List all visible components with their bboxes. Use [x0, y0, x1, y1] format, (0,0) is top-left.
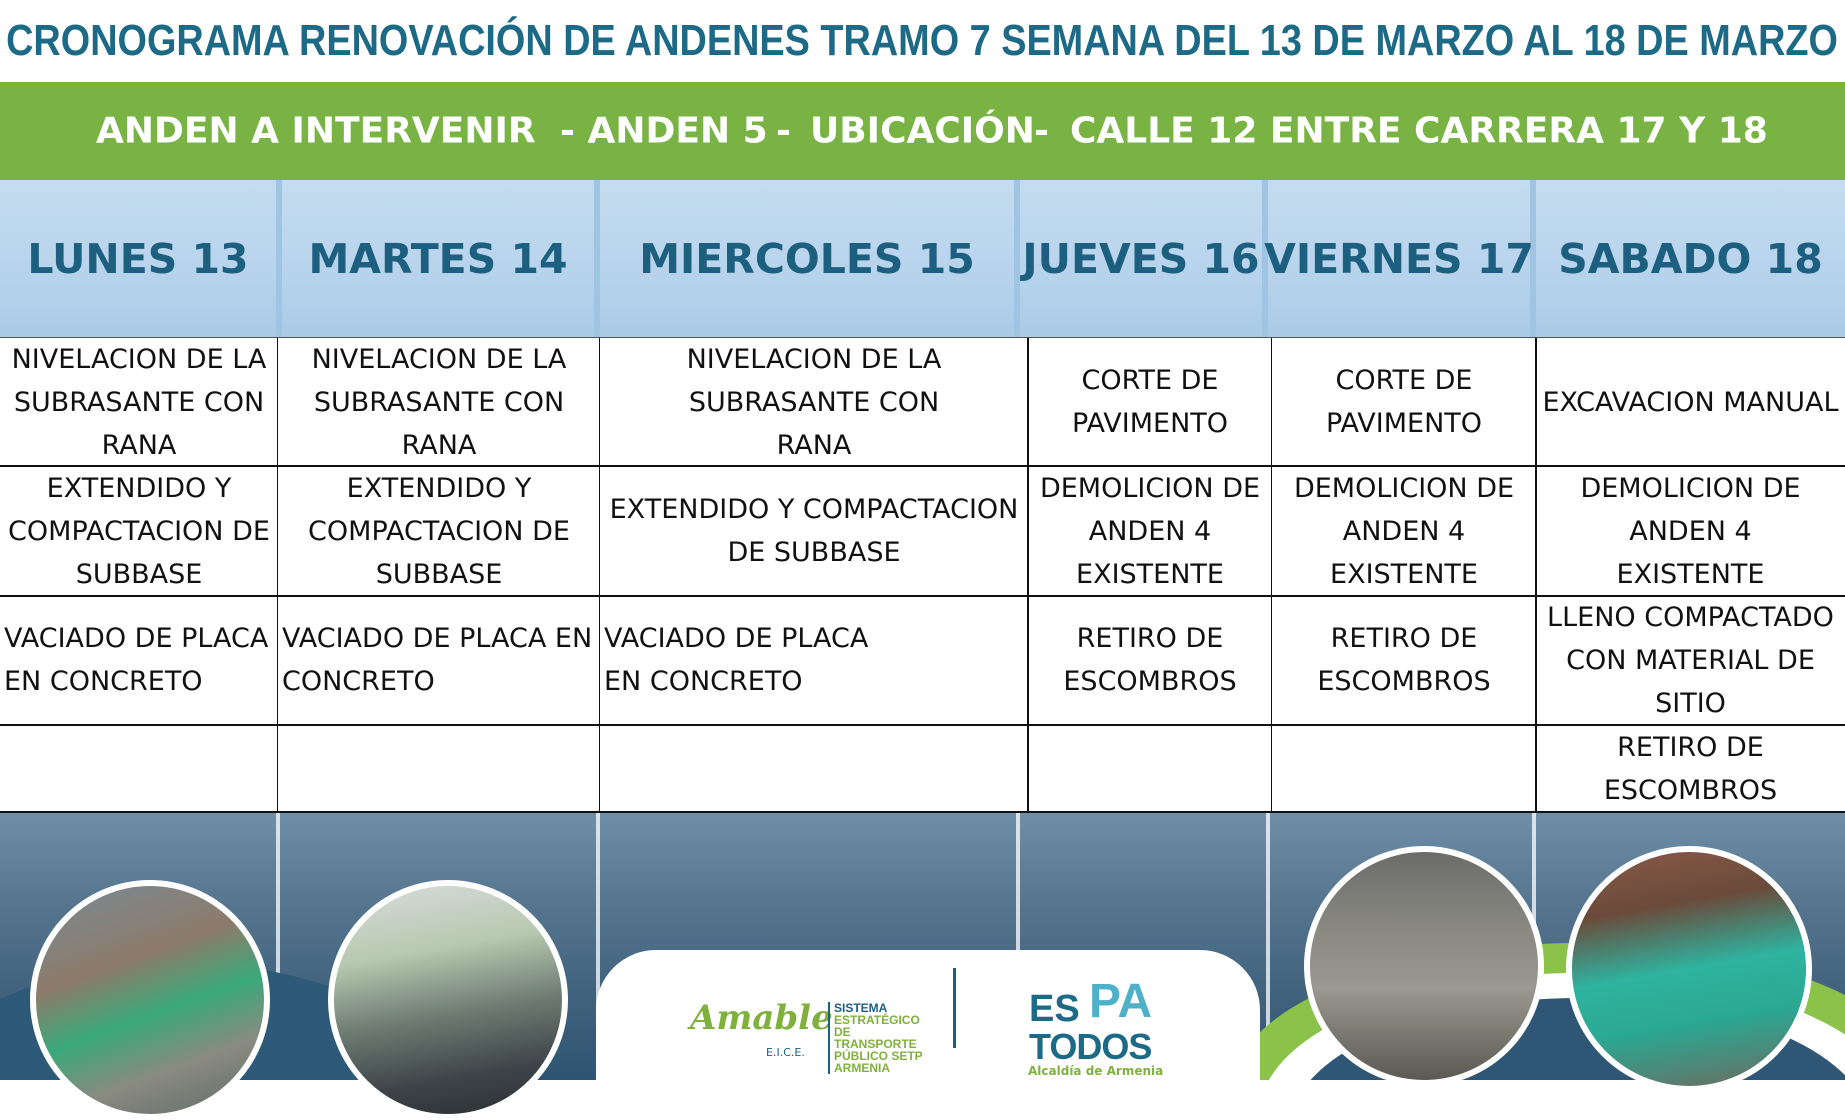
table-cell: [1028, 724, 1272, 813]
mas-amable-logo: [690, 990, 930, 1075]
band-location-label: UBICACIÓN: [810, 110, 1035, 152]
day-header-saturday: SABADO 18: [1536, 180, 1845, 338]
sistema-label: SISTEMA ESTRATÉGICO DE TRANSPORTE PÚBLICO SETP ARMENIA: [828, 1002, 930, 1074]
table-border: [277, 338, 278, 813]
table-cell: NIVELACION DE LA SUBRASANTE CON RANA: [11, 343, 267, 461]
table-cell: EXTENDIDO Y COMPACTACION DE SUBBASE: [308, 472, 570, 590]
table-cell: [1272, 724, 1536, 813]
table-cell: CORTE DE PAVIMENTO: [1325, 365, 1483, 439]
day-header-monday: LUNES 13: [0, 180, 276, 338]
table-cell: RETIRO DE ESCOMBROS: [1317, 623, 1491, 697]
day-header-wednesday: MIERCOLES 15: [600, 180, 1014, 338]
day-header-friday: VIERNES 17: [1268, 180, 1530, 338]
table-cell: NIVELACION DE LA SUBRASANTE CON RANA: [311, 343, 567, 461]
band-sep-1: -: [776, 110, 791, 152]
table-cell: RETIRO DE ESCOMBROS: [1063, 623, 1237, 697]
table-cell: VACIADO DE PLACA EN CONCRETO: [4, 623, 269, 697]
band-sep-2: -: [1034, 110, 1049, 152]
logo-es: ES: [1029, 988, 1080, 1030]
table-border: [599, 338, 600, 813]
logo-todos: TODOS: [1029, 1026, 1152, 1067]
table-cell: NIVELACION DE LA SUBRASANTE CON RANA: [686, 343, 942, 461]
day-header-thursday: JUEVES 16: [1020, 180, 1262, 338]
table-cell: EXCAVACION MANUAL: [1542, 386, 1839, 418]
table-cell: VACIADO DE PLACA EN CONCRETO: [282, 623, 593, 697]
table-cell: [0, 724, 278, 813]
day-header-row: [0, 180, 1845, 338]
table-cell: RETIRO DE ESCOMBROS: [1603, 731, 1778, 806]
table-cell: CORTE DE PAVIMENTO: [1071, 365, 1229, 439]
table-border: [1027, 338, 1029, 813]
table-cell: DEMOLICION DE ANDEN 4 EXISTENTE: [1039, 472, 1261, 590]
page-title: CRONOGRAMA RENOVACIÓN DE ANDENES TRAMO 7 SEMANA DEL 13 DE MARZO AL 18 DE MARZO: [0, 0, 1845, 82]
work-photo-1: [30, 880, 270, 1120]
table-cell: LLENO COMPACTADO CON MATERIAL DE SITIO: [1547, 601, 1834, 719]
table-cell: DEMOLICION DE ANDEN 4 EXISTENTE: [1580, 472, 1801, 590]
work-photo-3: [1304, 846, 1544, 1086]
band-label: ANDEN A INTERVENIR: [96, 110, 536, 152]
logo-divider: [953, 968, 956, 1048]
band-address: CALLE 12 ENTRE CARRERA 17 Y 18: [1070, 110, 1768, 152]
table-cell: EXTENDIDO Y COMPACTACION DE SUBBASE: [609, 494, 1019, 568]
mas-amable-wordmark: Amable: [690, 998, 833, 1038]
work-photo-4: [1566, 846, 1812, 1092]
table-cell: [278, 724, 600, 813]
alcaldia-label: Alcaldía de Armenia: [1028, 1064, 1164, 1078]
es-pa-todos-logo: [1025, 960, 1165, 1078]
band-sidewalk: - ANDEN 5: [560, 110, 768, 152]
day-header-tuesday: MARTES 14: [282, 180, 594, 338]
work-photo-2: [328, 880, 568, 1120]
table-border: [1271, 338, 1272, 813]
location-band: [0, 82, 1845, 180]
table-border: [1535, 338, 1537, 813]
table-cell: DEMOLICION DE ANDEN 4 EXISTENTE: [1293, 472, 1515, 590]
logo-pa: PA: [1089, 975, 1153, 1028]
table-cell: VACIADO DE PLACA EN CONCRETO: [604, 623, 869, 697]
table-cell: EXTENDIDO Y COMPACTACION DE SUBBASE: [8, 472, 270, 590]
table-cell: [600, 724, 1028, 813]
eice-label: E.I.C.E.: [766, 1046, 805, 1059]
